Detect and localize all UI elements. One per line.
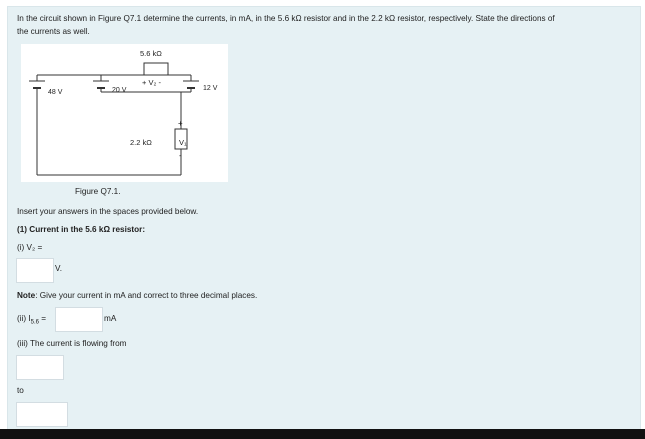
label-v1: V₁	[179, 138, 187, 147]
label-v1-minus: -	[179, 151, 182, 160]
direction-from-input[interactable]	[16, 355, 64, 380]
label-5-6k: 5.6 kΩ	[140, 49, 162, 58]
label-v1-plus: +	[178, 119, 183, 128]
part1-heading: (1) Current in the 5.6 kΩ resistor:	[17, 225, 146, 234]
circuit-diagram	[21, 44, 228, 182]
label-12v: 12 V	[203, 85, 218, 92]
instructions-text: Insert your answers in the spaces provided below.	[17, 207, 199, 216]
i56-unit: mA	[104, 314, 117, 323]
i56-label-prefix: (ii) I	[17, 314, 31, 323]
label-v2: + V₂ -	[142, 78, 161, 87]
i56-label	[17, 313, 46, 329]
figure-caption: Figure Q7.1.	[75, 187, 121, 196]
direction-label: (iii) The current is flowing from	[17, 339, 127, 348]
direction-to-input[interactable]	[16, 402, 68, 427]
note-body: : Give your current in mA and correct to three decimal places.	[35, 291, 258, 300]
question-text-line-1: In the circuit shown in Figure Q7.1 determine the currents, in mA, in the 5.6 kΩ resistor and in the 2.2 kΩ resistor, respectively. State the directions of	[17, 14, 555, 23]
to-label: to	[17, 386, 24, 395]
v2-input[interactable]	[16, 258, 54, 283]
label-48v: 48 V	[48, 89, 63, 96]
i56-label-sub: 5.6	[30, 319, 39, 326]
note-label: Note	[17, 291, 36, 300]
note-text	[17, 290, 257, 302]
circuit-figure	[21, 44, 228, 182]
bottom-bar	[0, 429, 645, 439]
i56-label-suffix: =	[38, 314, 47, 323]
v2-label: (i) V₂ =	[17, 243, 43, 252]
v2-unit: V.	[55, 264, 62, 273]
label-20v: 20 V	[112, 87, 127, 94]
question-text-line-2: the currents as well.	[17, 27, 90, 36]
resistor-5-6k	[144, 63, 168, 75]
label-2-2k: 2.2 kΩ	[130, 138, 152, 147]
i56-input[interactable]	[55, 307, 103, 332]
